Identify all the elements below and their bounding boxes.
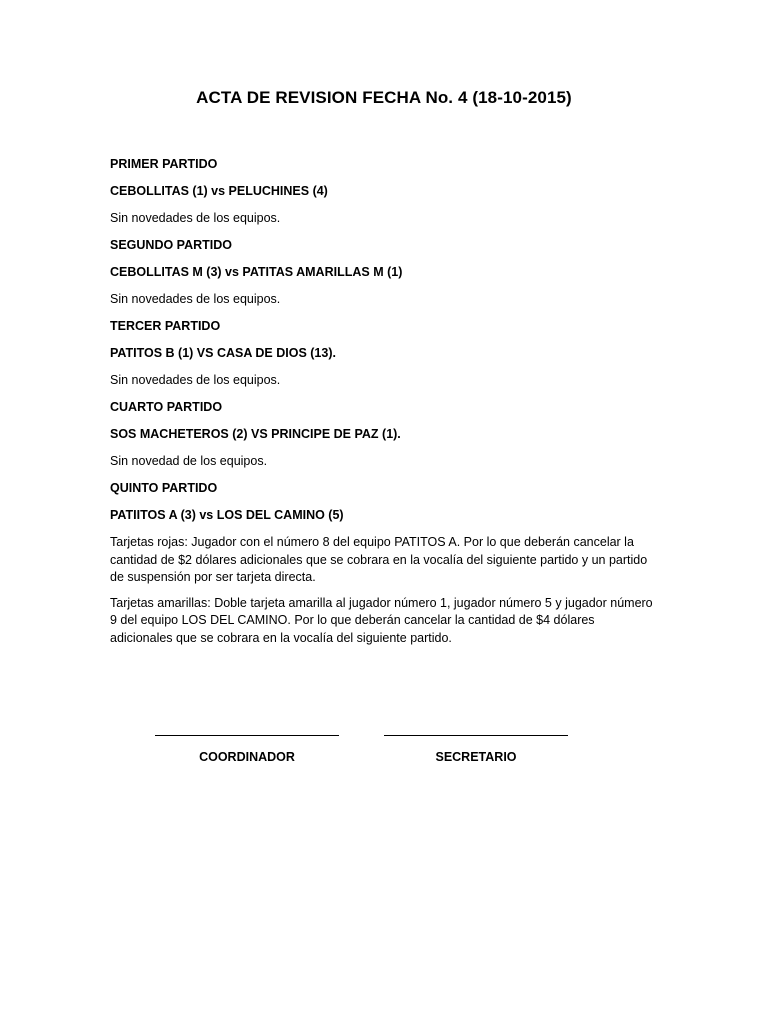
match-3-heading: TERCER PARTIDO xyxy=(110,319,221,333)
match-4-note: Sin novedad de los equipos. xyxy=(110,454,268,468)
match-4-teams: SOS MACHETEROS (2) VS PRINCIPE DE PAZ (1). xyxy=(110,427,401,441)
secretary-label: SECRETARIO xyxy=(435,750,517,764)
coordinator-signature xyxy=(155,724,339,764)
document-title: ACTA DE REVISION FECHA No. 4 (18-10-2015) xyxy=(196,88,572,107)
secretary-signature xyxy=(384,724,568,764)
match-2-heading: SEGUNDO PARTIDO xyxy=(110,238,232,252)
coordinator-label: COORDINADOR xyxy=(199,750,295,764)
match-5-teams: PATIITOS A (3) vs LOS DEL CAMINO (5) xyxy=(110,508,344,522)
match-4-heading: CUARTO PARTIDO xyxy=(110,400,223,414)
red-cards-paragraph: Tarjetas rojas: Jugador con el número 8 del equipo PATITOS A. Por lo que deberán cancelar la cantidad de $2 dólares adicionales que se cobrara en la vocalía del siguiente partido y un partido de suspensión por ser tarjeta directa. xyxy=(110,535,648,584)
match-3-note: Sin novedades de los equipos. xyxy=(110,373,281,387)
match-3-teams: PATITOS B (1) VS CASA DE DIOS (13). xyxy=(110,346,336,360)
match-2-teams: CEBOLLITAS M (3) vs PATITAS AMARILLAS M (1) xyxy=(110,265,403,279)
match-1-teams: CEBOLLITAS (1) vs PELUCHINES (4) xyxy=(110,184,328,198)
secretary-signature-line xyxy=(384,724,568,736)
coordinator-signature-line xyxy=(155,724,339,736)
match-2-note: Sin novedades de los equipos. xyxy=(110,292,281,306)
match-1-note: Sin novedades de los equipos. xyxy=(110,211,281,225)
match-1-heading: PRIMER PARTIDO xyxy=(110,157,218,171)
yellow-cards-paragraph: Tarjetas amarillas: Doble tarjeta amarilla al jugador número 1, jugador número 5 y jugador número 9 del equipo LOS DEL CAMINO. Por lo que deberán cancelar la cantidad de $4 dólares adicionales que se cobrara en la vocalía del siguiente partido. xyxy=(110,595,653,645)
document-body xyxy=(110,156,660,655)
match-5-heading: QUINTO PARTIDO xyxy=(110,481,218,495)
